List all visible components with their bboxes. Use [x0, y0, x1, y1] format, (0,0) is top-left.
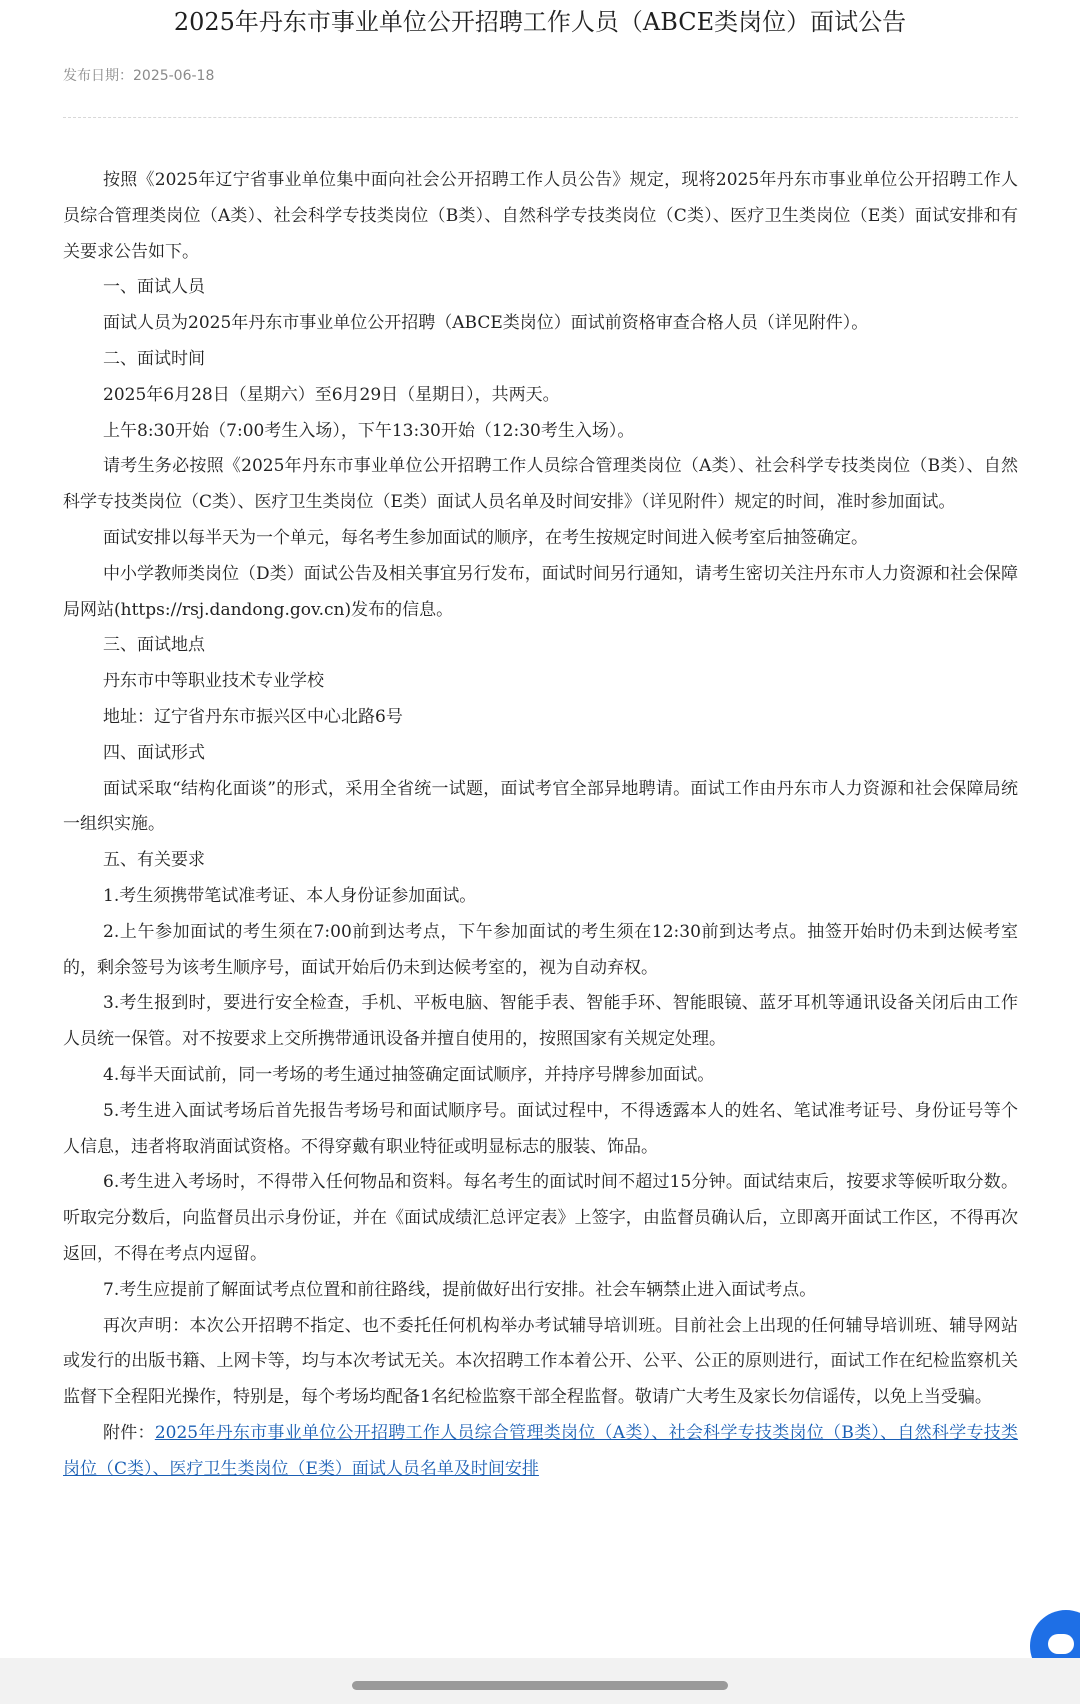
divider	[63, 117, 1018, 118]
attachment-label: 附件：	[103, 1422, 155, 1443]
article-body	[63, 163, 1018, 1487]
paragraph-intro: 按照《2025年辽宁省事业单位集中面向社会公开招聘工作人员公告》规定，现将2025年丹东市事业单位公开招聘工作人员综合管理类岗位（A类）、社会科学专技类岗位（B类）、自然科学专技类岗位（C类）、医疗卫生类岗位（E类）面试安排和有关要求公告如下。	[63, 170, 1018, 262]
paragraph: 地址：辽宁省丹东市振兴区中心北路6号	[103, 706, 403, 727]
attachment-line	[63, 1416, 1018, 1488]
page-title: 2025年丹东市事业单位公开招聘工作人员（ABCE类岗位）面试公告	[173, 8, 907, 36]
section-heading-2: 二、面试时间	[103, 348, 205, 369]
requirement-item: 5.考生进入面试考场后首先报告考场号和面试顺序号。面试过程中，不得透露本人的姓名、笔试准考证号、身份证号等个人信息，违者将取消面试资格。不得穿戴有职业特征或明显标志的服装、饰品。	[63, 1100, 1018, 1157]
paragraph: 请考生务必按照《2025年丹东市事业单位公开招聘工作人员综合管理类岗位（A类）、社会科学专技类岗位（B类）、自然科学专技类岗位（C类）、医疗卫生类岗位（E类）面试人员名单及时间安排》（详见附件）规定的时间，准时参加面试。	[63, 456, 1018, 513]
section-heading-4: 四、面试形式	[103, 742, 205, 763]
requirement-item: 6.考生进入考场时，不得带入任何物品和资料。每名考生的面试时间不超过15分钟。面试结束后，按要求等候听取分数。听取完分数后，向监督员出示身份证，并在《面试成绩汇总评定表》上签字，由监督员确认后，立即离开面试工作区，不得再次返回，不得在考点内逗留。	[63, 1172, 1018, 1264]
paragraph: 面试采取“结构化面谈”的形式，采用全省统一试题，面试考官全部异地聘请。面试工作由丹东市人力资源和社会保障局统一组织实施。	[63, 778, 1018, 835]
paragraph: 丹东市中等职业技术专业学校	[103, 671, 324, 692]
section-heading-3: 三、面试地点	[103, 635, 205, 656]
chat-bubble-icon	[1048, 1634, 1074, 1654]
section-heading-5: 五、有关要求	[103, 850, 205, 871]
paragraph: 2025年6月28日（星期六）至6月29日（星期日），共两天。	[103, 384, 560, 405]
paragraph: 面试人员为2025年丹东市事业单位公开招聘（ABCE类岗位）面试前资格审查合格人员（详见附件）。	[103, 313, 869, 334]
requirement-item: 1.考生须携带笔试准考证、本人身份证参加面试。	[103, 885, 477, 906]
requirement-item: 4.每半天面试前，同一考场的考生通过抽签确定面试顺序，并持序号牌参加面试。	[103, 1064, 715, 1085]
section-heading-1: 一、面试人员	[103, 277, 205, 298]
requirement-item: 3.考生报到时，要进行安全检查，手机、平板电脑、智能手表、智能手环、智能眼镜、蓝牙耳机等通讯设备关闭后由工作人员统一保管。对不按要求上交所携带通讯设备并擅自使用的，按照国家有关规定处理。	[63, 993, 1018, 1050]
requirement-item: 7.考生应提前了解面试考点位置和前往路线，提前做好出行安排。社会车辆禁止进入面试考点。	[103, 1279, 817, 1300]
publish-date: 发布日期：2025-06-18	[63, 68, 215, 84]
attachment-link[interactable]: 2025年丹东市事业单位公开招聘工作人员综合管理类岗位（A类）、社会科学专技类岗位（B类）、自然科学专技类岗位（C类）、医疗卫生类岗位（E类）面试人员名单及时间安排	[63, 1422, 1019, 1479]
paragraph: 上午8:30开始（7:00考生入场），下午13:30开始（12:30考生入场）。	[103, 420, 635, 441]
paragraph: 中小学教师类岗位（D类）面试公告及相关事宜另行发布，面试时间另行通知，请考生密切关注丹东市人力资源和社会保障局网站(https://rsj.dandong.gov.cn)发布的信息。	[63, 563, 1018, 620]
requirement-item: 2.上午参加面试的考生须在7:00前到达考点，下午参加面试的考生须在12:30前到达考点。抽签开始时仍未到达候考室的，剩余签号为该考生顺序号，面试开始后仍未到达候考室的，视为自动弃权。	[63, 921, 1018, 978]
paragraph: 面试安排以每半天为一个单元，每名考生参加面试的顺序，在考生按规定时间进入候考室后抽签确定。	[103, 527, 868, 548]
home-indicator[interactable]	[352, 1681, 728, 1690]
statement-paragraph: 再次声明：本次公开招聘不指定、也不委托任何机构举办考试辅导培训班。目前社会上出现的任何辅导培训班、辅导网站或发行的出版书籍、上网卡等，均与本次考试无关。本次招聘工作本着公开、公平、公正的原则进行，面试工作在纪检监察机关监督下全程阳光操作，特别是，每个考场均配备1名纪检监察干部全程监督。敬请广大考生及家长勿信谣传，以免上当受骗。	[63, 1315, 1018, 1408]
